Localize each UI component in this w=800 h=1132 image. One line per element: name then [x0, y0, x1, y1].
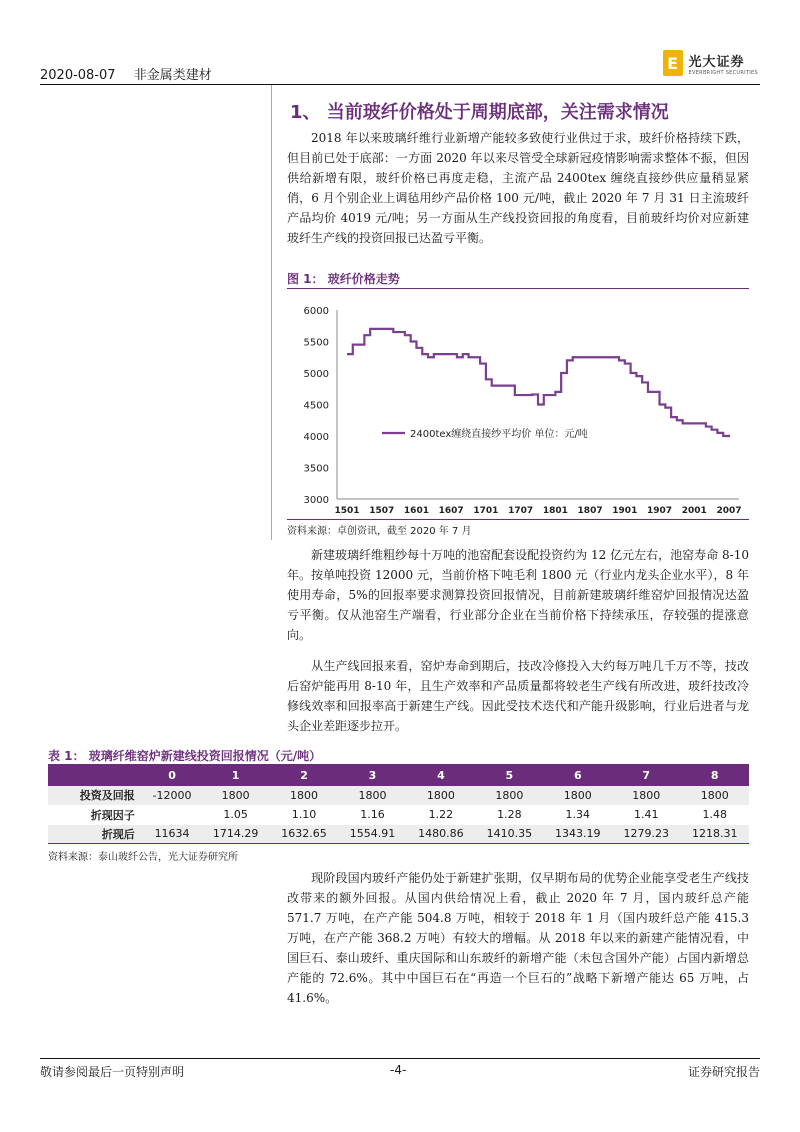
figure-source: 资料来源：卓创资讯，截至 2020 年 7 月	[287, 526, 472, 537]
table-cell: 1.10	[270, 805, 338, 824]
paragraph-3-text: 从生产线回报来看，窑炉寿命到期后，技改冷修投入大约每万吨几千万不等，技改后窑炉能再用 8-10 年，且生产效率和产品质量都将较老生产线有所改进，玻纤技改冷修线效率和回报率高于新建生产线。因此受技术迭代和产能升级影响，行业后进者与龙头企业差距逐步拉开。	[287, 659, 749, 733]
table-title: 表 1： 玻璃纤维窑炉新建线投资回报情况（元/吨）	[48, 749, 322, 763]
table-col-header-5: 5	[475, 764, 543, 786]
table-row-label: 折现后	[48, 824, 143, 843]
x-tick-label: 1607	[438, 506, 464, 516]
footer-divider	[40, 1058, 760, 1059]
x-tick-label: 1707	[508, 506, 534, 516]
paragraph-1-text: 2018 年以来玻璃纤维行业新增产能较多致使行业供过于求，玻纤价格持续下跌，但目前已处于底部：一方面 2020 年以来尽管受全球新冠疫情影响需求整体不振，但因供给新增有限，玻纤价格已再度走稳，主流产品 2400tex 缠绕直接纱供应量稍显紧俏，6 月个别企业上调毡用纱产品价格 100 元/吨，截止 2020 年 7 月 31 日主流玻纤产品均价 4019 元/吨；另一方面从生产线投资回报的角度看，目前玻纤均价对应新建玻纤生产线的投资回报已达盈亏平衡。	[287, 131, 749, 245]
header-meta	[40, 64, 226, 83]
footer-report-type: 证券研究报告	[687, 1065, 760, 1079]
paragraph-2-text: 新建玻璃纤维粗纱每十万吨的池窑配套设配投资约为 12 亿元左右，池窑寿命 8-10 年。按单吨投资 12000 元，当前价格下吨毛利 1800 元（行业内龙头企业水平），8 年使用寿命，5%的回报率要求测算投资回报情况，目前新建玻璃纤维窑炉回报情况达盈亏平衡。仅从池窑生产端看，行业部分企业在当前价格下持续承压，存较强的提涨意向。	[287, 548, 749, 642]
table-header-row	[48, 764, 749, 786]
table-cell: 1800	[270, 786, 338, 805]
table-row-label: 折现因子	[48, 805, 143, 824]
report-date: 2020-08-07	[40, 68, 116, 83]
paragraph-2	[287, 545, 749, 645]
table-cell: 1.05	[201, 805, 269, 824]
table-cell: 1800	[475, 786, 543, 805]
table-col-header-1: 1	[201, 764, 269, 786]
price-line-chart	[287, 290, 749, 519]
chart-background	[287, 290, 749, 519]
y-tick-label: 5000	[303, 369, 329, 380]
x-tick-label: 1701	[473, 506, 499, 516]
table-col-header-8: 8	[680, 764, 749, 786]
sidebar-divider	[271, 85, 272, 540]
investment-return-table	[48, 764, 749, 844]
table-cell: 1800	[407, 786, 475, 805]
header-divider	[40, 84, 760, 85]
table-cell: 1800	[612, 786, 680, 805]
table-header-blank	[48, 764, 143, 786]
footer-disclaimer: 敬请参阅最后一页特别声明	[40, 1065, 185, 1079]
x-tick-label: 1907	[647, 506, 673, 516]
figure-title: 图 1： 玻纤价格走势	[287, 272, 400, 286]
y-tick-label: 4000	[303, 432, 329, 443]
y-tick-label: 6000	[303, 306, 329, 317]
table-cell: 1.34	[544, 805, 612, 824]
table-col-header-7: 7	[612, 764, 680, 786]
table-cell: 1279.23	[612, 824, 680, 843]
table-source: 资料来源：泰山玻纤公告，光大证券研究所	[48, 852, 238, 863]
page-number: -4-	[390, 1063, 407, 1077]
figure-top-rule	[287, 288, 749, 289]
legend-label: 2400tex缠绕直接纱平均价 单位：元/吨	[410, 429, 588, 440]
section-title: 1、 当前玻纤价格处于周期底部，关注需求情况	[290, 102, 669, 123]
table-cell: 1.48	[680, 805, 749, 824]
table-cell: 1.16	[338, 805, 406, 824]
y-tick-label: 3000	[303, 495, 329, 506]
brand-logo-icon: E	[663, 50, 683, 76]
table-cell: 1218.31	[680, 824, 749, 843]
paragraph-4	[287, 868, 749, 1008]
table-row	[48, 805, 749, 824]
x-tick-label: 1501	[334, 506, 360, 516]
table-cell: 1800	[680, 786, 749, 805]
table-col-header-3: 3	[338, 764, 406, 786]
table-cell: 1.28	[475, 805, 543, 824]
table-col-header-0: 0	[143, 764, 202, 786]
table-cell: 1410.35	[475, 824, 543, 843]
y-tick-label: 5500	[303, 337, 329, 349]
brand-name-cn: 光大证券	[688, 54, 745, 70]
x-tick-label: 1901	[612, 506, 638, 516]
x-tick-label: 1807	[577, 506, 603, 516]
report-category: 非金属类建材	[133, 68, 212, 83]
table-row	[48, 824, 749, 843]
paragraph-4-text: 现阶段国内玻纤产能仍处于新建扩张期，仅早期布局的优势企业能享受老生产线技改带来的额外回报。从国内供给情况上看，截止 2020 年 7 月，国内玻纤总产能 571.7 万吨，在产产能 504.8 万吨，相较于 2018 年 1 月（国内玻纤总产能 415.3 万吨，在产产能 368.2 万吨）有较大的增幅。从 2018 年以来的新建产能情况看，中国巨石、泰山玻纤、重庆国际和山东玻纤的新增产能（未包含国外产能）占国内新增总产能的 72.6%。其中中国巨石在“再造一个巨石的”战略下新增产能达 65 万吨，占 41.6%。	[287, 871, 749, 1005]
table-col-header-2: 2	[270, 764, 338, 786]
table-cell: 11634	[143, 824, 202, 843]
brand-name-en: EVERBRIGHT SECURITIES	[688, 69, 758, 76]
table-cell: 1800	[201, 786, 269, 805]
table-row-label: 投资及回报	[48, 786, 143, 805]
table-cell: 1343.19	[544, 824, 612, 843]
paragraph-1	[287, 128, 749, 248]
y-tick-label: 4500	[303, 400, 329, 412]
y-tick-label: 3500	[303, 463, 329, 475]
figure-bottom-rule	[287, 519, 749, 520]
paragraph-3	[287, 656, 749, 736]
table-cell: 1.22	[407, 805, 475, 824]
table-cell: -12000	[143, 786, 202, 805]
x-tick-label: 2007	[716, 506, 742, 516]
x-tick-label: 1601	[403, 506, 429, 516]
x-tick-label: 1507	[369, 506, 395, 516]
table-cell: 1632.65	[270, 824, 338, 843]
table-cell: 1800	[544, 786, 612, 805]
table-cell: 1714.29	[201, 824, 269, 843]
x-tick-label: 1801	[542, 506, 568, 516]
table-cell	[143, 805, 202, 824]
table-col-header-4: 4	[407, 764, 475, 786]
brand-logo	[663, 50, 758, 76]
table-cell: 1480.86	[407, 824, 475, 843]
table-cell: 1800	[338, 786, 406, 805]
table-cell: 1.41	[612, 805, 680, 824]
table-col-header-6: 6	[544, 764, 612, 786]
table-cell: 1554.91	[338, 824, 406, 843]
table-row	[48, 786, 749, 805]
x-tick-label: 2001	[681, 506, 707, 516]
